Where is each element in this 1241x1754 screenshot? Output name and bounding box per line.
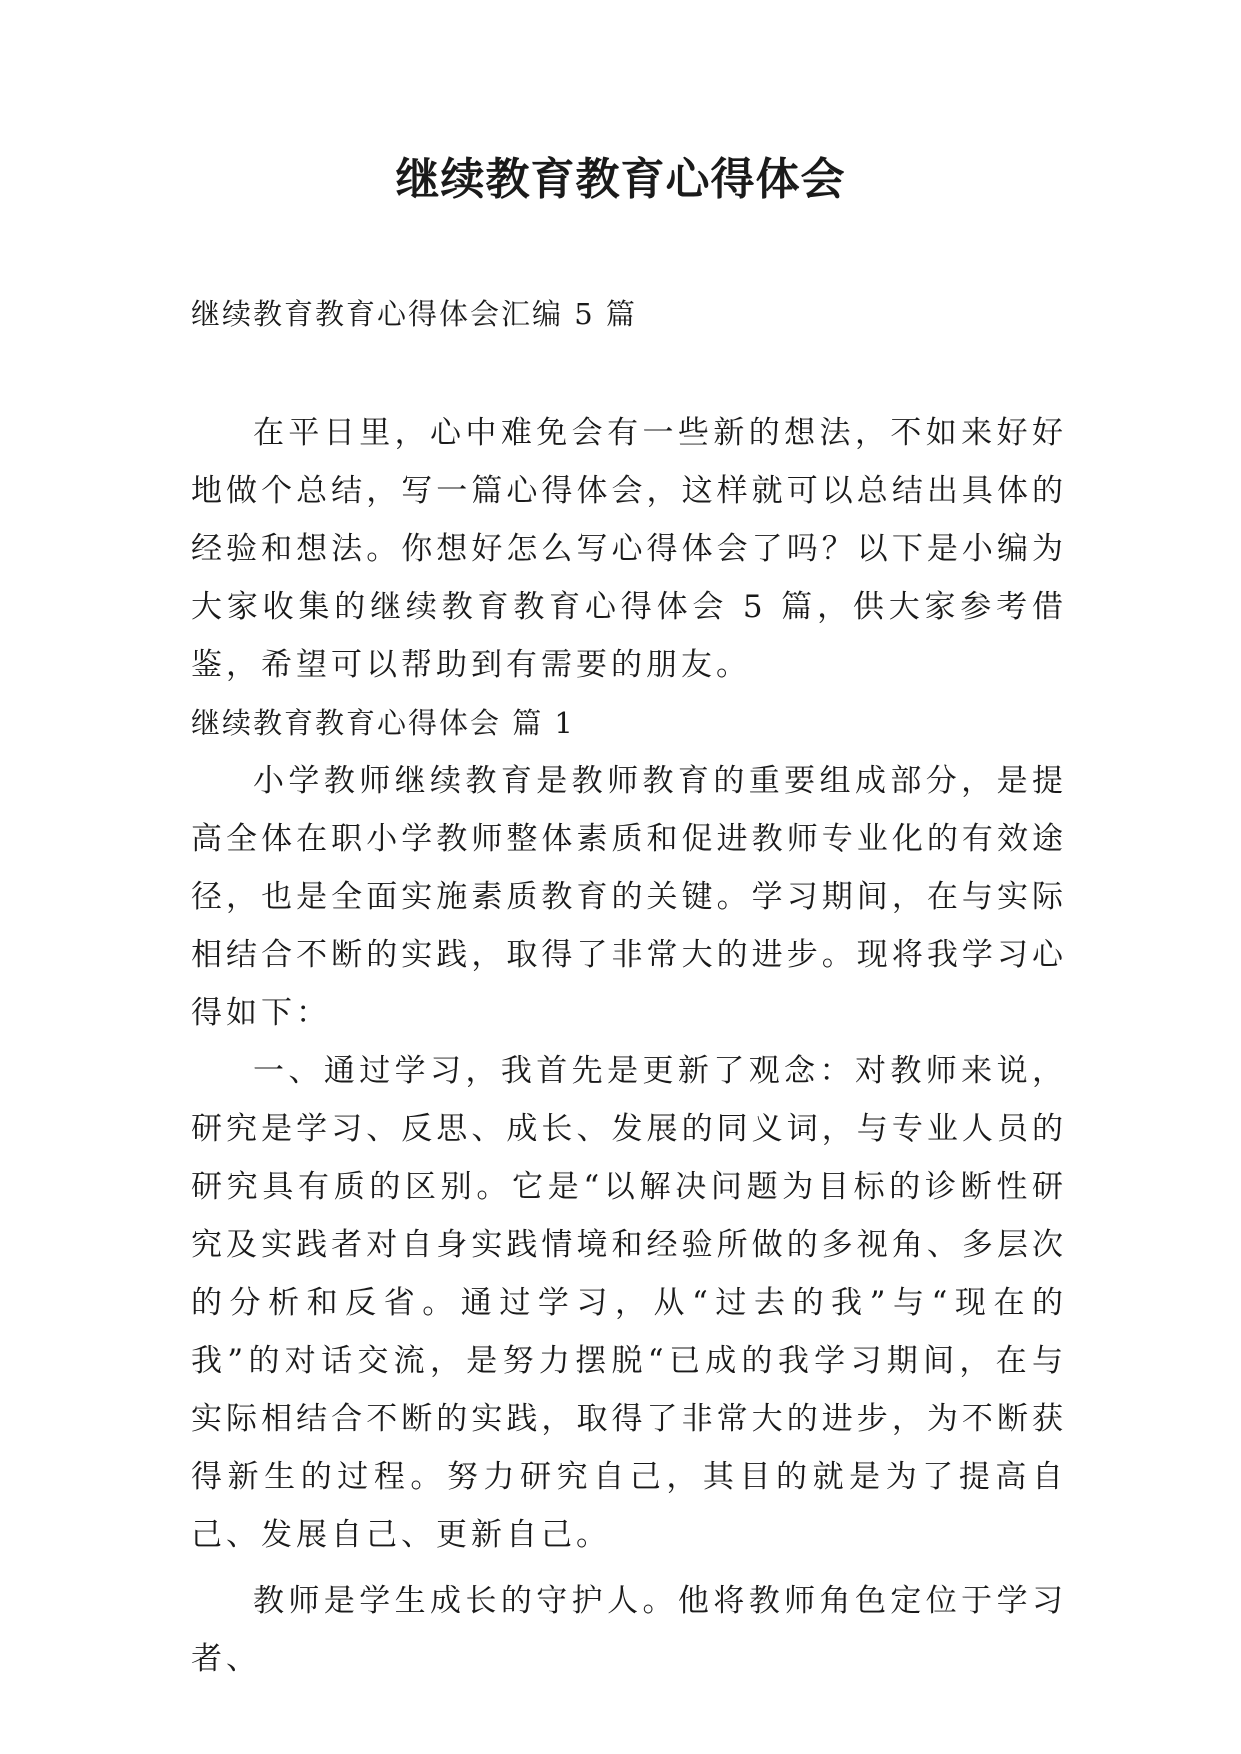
section-heading: 继续教育教育心得体会 篇 1 [191,706,575,740]
intro-paragraph: 在平日里，心中难免会有一些新的想法，不如来好好地做个总结，写一篇心得体会，这样就可以总结出具体的经验和想法。你想好怎么写心得体会了吗？以下是小编为大家收集的继续教育教育心得体会 5 篇，供大家参考借鉴，希望可以帮助到有需要的朋友。 [191,415,1067,683]
body-paragraph: 小学教师继续教育是教师教育的重要组成部分，是提高全体在职小学教师整体素质和促进教师专业化的有效途径，也是全面实施素质教育的关键。学习期间，在与实际相结合不断的实践，取得了非常大的进步。现将我学习心得如下： [191,763,1067,1031]
body-paragraph: 教师是学生成长的守护人。他将教师角色定位于学习者、 [191,1583,1067,1677]
document-title: 继续教育教育心得体会 [395,154,846,205]
document-body [191,404,1067,1688]
document-subtitle: 继续教育教育心得体会汇编 5 篇 [191,297,637,331]
body-paragraph: 一、通过学习，我首先是更新了观念：对教师来说，研究是学习、反思、成长、发展的同义词，与专业人员的研究具有质的区别。它是“以解决问题为目标的诊断性研究及实践者对自身实践情境和经验所做的多视角、多层次的分析和反省。通过学习，从“过去的我”与“现在的我”的对话交流，是努力摆脱“已成的我学习期间，在与实际相结合不断的实践，取得了非常大的进步，为不断获得新生的过程。努力研究自己，其目的就是为了提高自己、发展自己、更新自己。 [191,1053,1067,1553]
